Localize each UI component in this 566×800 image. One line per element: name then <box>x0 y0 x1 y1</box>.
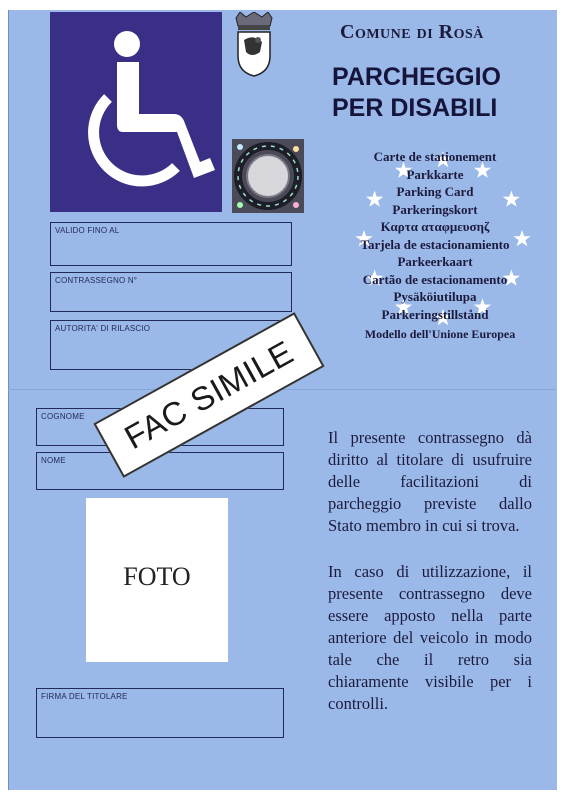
translation-item: Καρτα αταφμευσηζ <box>380 219 490 234</box>
translation-item: Pysäköiutilupa <box>393 289 477 304</box>
permit-number-label: CONTRASSEGNO N° <box>55 276 138 285</box>
name-field[interactable] <box>36 452 284 490</box>
title-line-1: PARCHEGGIO <box>332 63 501 91</box>
translation-item: Parkeringstillstånd <box>381 306 489 322</box>
translation-item: Carte de stationement <box>373 149 497 164</box>
stamp-text: FAC SIMILE <box>118 333 300 456</box>
eu-model-caption: Modello dell'Unione Europea <box>364 327 516 341</box>
permit-number-field[interactable] <box>50 272 292 312</box>
paragraph-usage: In caso di utilizzazione, il presente contrassegno deve essere apposto nella parte anteriore del veicolo in modo tale che il retro sia chiaramente visibile per i controlli. <box>328 562 532 713</box>
translation-item: Tarjela de estacionamiento <box>360 236 510 252</box>
valid-until-field[interactable] <box>50 222 292 266</box>
issuing-authority-label: AUTORITA' DI RILASCIO <box>55 324 151 333</box>
translation-list <box>340 148 530 323</box>
translation-item: Cartão de estacionamento <box>362 271 508 287</box>
wheelchair-icon <box>50 12 222 212</box>
name-label: NOME <box>41 456 66 465</box>
translation-item: Parkkarte <box>406 166 464 182</box>
title-line-2: PER DISABILI <box>332 94 498 122</box>
card-title <box>332 62 552 124</box>
municipal-crest-icon <box>232 12 276 78</box>
wheelchair-panel <box>50 12 222 212</box>
photo-label: FOTO <box>123 562 191 591</box>
comune-name: Comune di Rosà <box>340 21 484 43</box>
translation-item: Parkeringskort <box>392 201 478 217</box>
photo-box <box>86 498 228 662</box>
translation-item: Parking Card <box>396 184 474 199</box>
paragraph-rights: Il presente contrassegno dà diritto al titolare di usufruire delle facilitazioni di parcheggio previste dallo Stato membro in cui si trova. <box>328 428 532 535</box>
translation-item: Parkeerkaart <box>397 254 473 269</box>
holder-signature-field[interactable] <box>36 688 284 738</box>
hologram-seal-icon <box>232 139 304 213</box>
holder-signature-label: FIRMA DEL TITOLARE <box>41 692 128 701</box>
valid-until-label: VALIDO FINO AL <box>55 226 120 235</box>
surname-label: COGNOME <box>41 412 85 421</box>
